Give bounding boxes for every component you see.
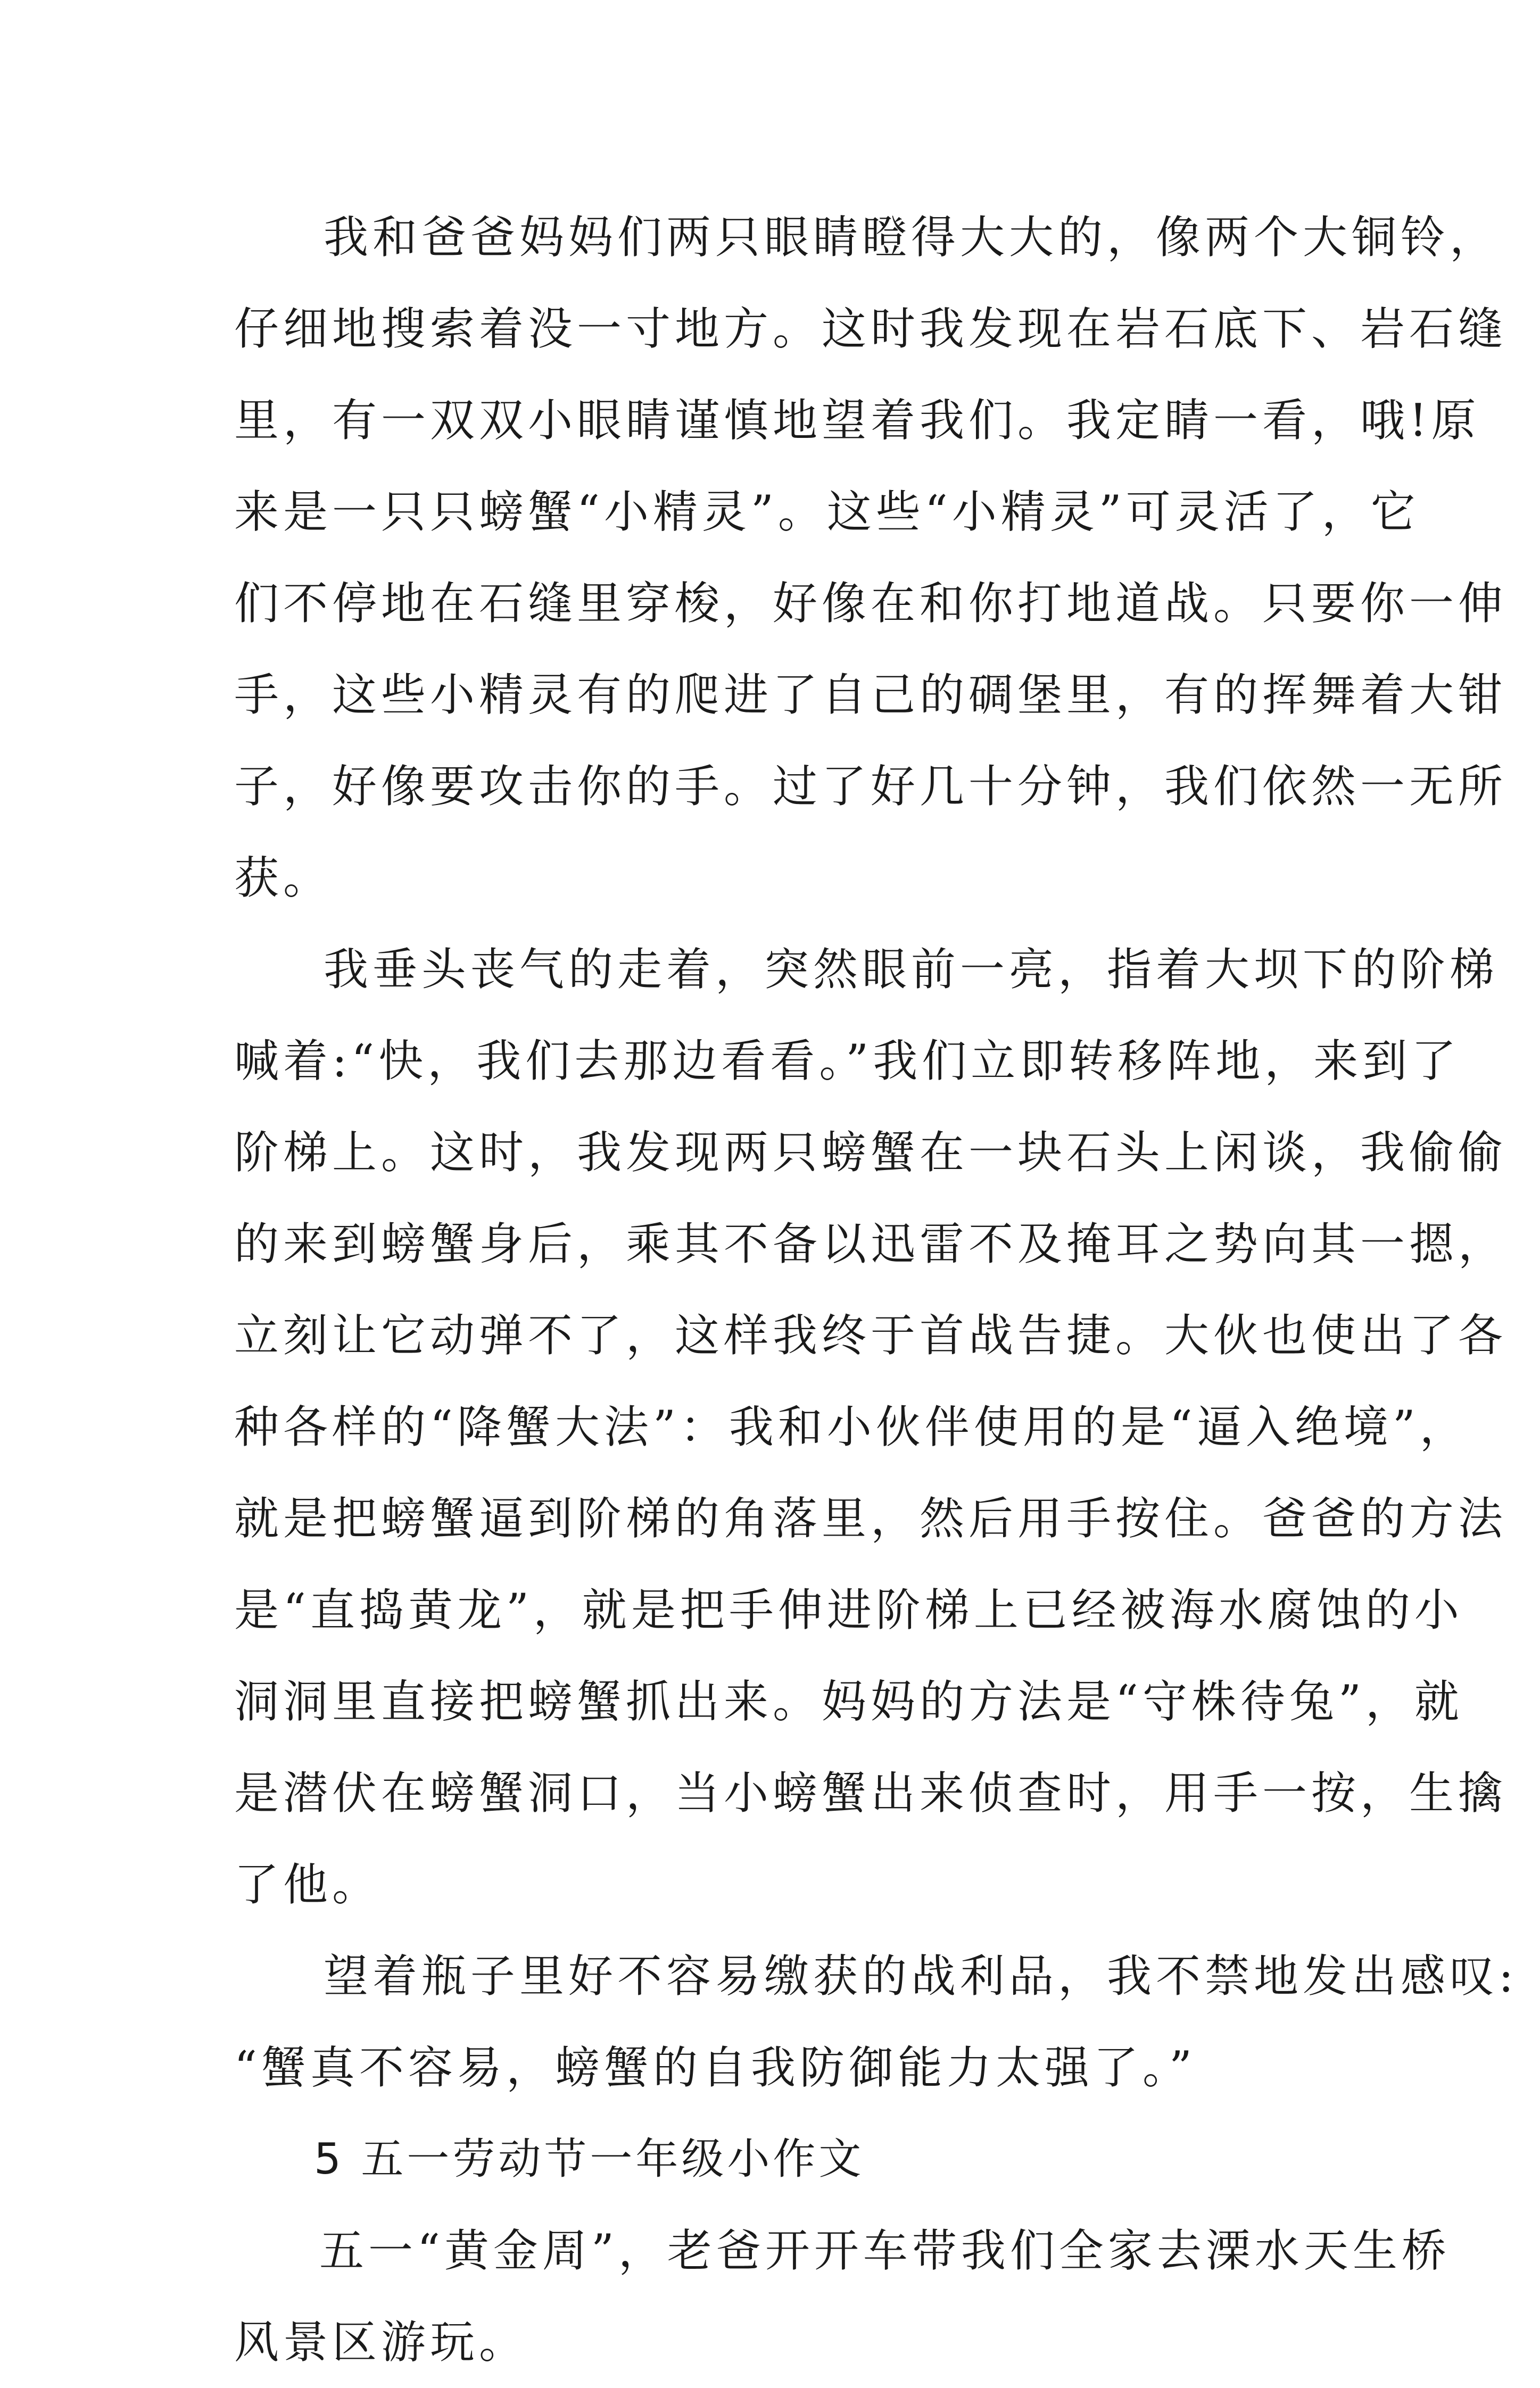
paragraph-final [234,2205,1451,2388]
text-line: 们不停地在石缝里穿梭，好像在和你打地道战。只要你一伸 [234,577,1508,629]
text-line: 里，有一双双小眼睛谨慎地望着我们。我定睛一看，哦!原 [234,394,1480,446]
text-line: “蟹真不容易，螃蟹的自我防御能力太强了。” [234,2042,1196,2094]
text-line: 我垂头丧气的走着，突然眼前一亮，指着大坝下的阶梯 [324,943,1499,996]
text-line: 种各样的“降蟹大法”：我和小伙伴使用的是“逼入绝境”， [234,1401,1469,1453]
text-line: 喊着:“快，我们去那边看看。”我们立即转移阵地，来到了 [234,1035,1461,1087]
text-line: 仔细地搜索着没一寸地方。这时我发现在岩石底下、岩石缝 [234,303,1508,355]
text-line: 五一“黄金周”，老爸开开车带我们全家去溧水天生桥 [319,2225,1451,2277]
paragraph-3 [234,1930,1518,2113]
text-line: 的来到螃蟹身后，乘其不备以迅雷不及掩耳之势向其一摁， [234,1218,1508,1270]
text-line: 是潜伏在螃蟹洞口，当小螃蟹出来侦查时，用手一按，生擒 [234,1767,1508,1819]
text-line: 阶梯上。这时，我发现两只螃蟹在一块石头上闲谈，我偷偷 [234,1126,1508,1179]
text-line: 是“直捣黄龙”，就是把手伸进阶梯上已经被海水腐蚀的小 [234,1584,1463,1636]
text-line: 获。 [234,852,333,904]
text-line: 风景区游玩。 [234,2316,528,2368]
document-body [234,192,1518,2388]
text-line: 来是一只只螃蟹“小精灵”。这些“小精灵”可灵活了，它 [234,486,1420,538]
section-heading-text: 5 五一劳动节一年级小作文 [314,2134,865,2184]
paragraph-2 [234,924,1508,1930]
text-line: 我和爸爸妈妈们两只眼睛瞪得大大的，像两个大铜铃， [324,211,1499,263]
paragraph-1 [234,192,1508,924]
section-heading [234,2113,1320,2205]
text-line: 手，这些小精灵有的爬进了自己的碉堡里，有的挥舞着大钳 [234,669,1508,721]
text-line: 了他。 [234,1859,382,1911]
text-line: 洞洞里直接把螃蟹抓出来。妈妈的方法是“守株待兔”，就 [234,1676,1463,1728]
text-line: 子，好像要攻击你的手。过了好几十分钟，我们依然一无所 [234,760,1508,812]
text-line: 望着瓶子里好不容易缴获的战利品，我不禁地发出感叹: [324,1950,1518,2002]
text-line: 立刻让它动弹不了，这样我终于首战告捷。大伙也使出了各 [234,1309,1508,1362]
text-line: 就是把螃蟹逼到阶梯的角落里，然后用手按住。爸爸的方法 [234,1492,1508,1545]
